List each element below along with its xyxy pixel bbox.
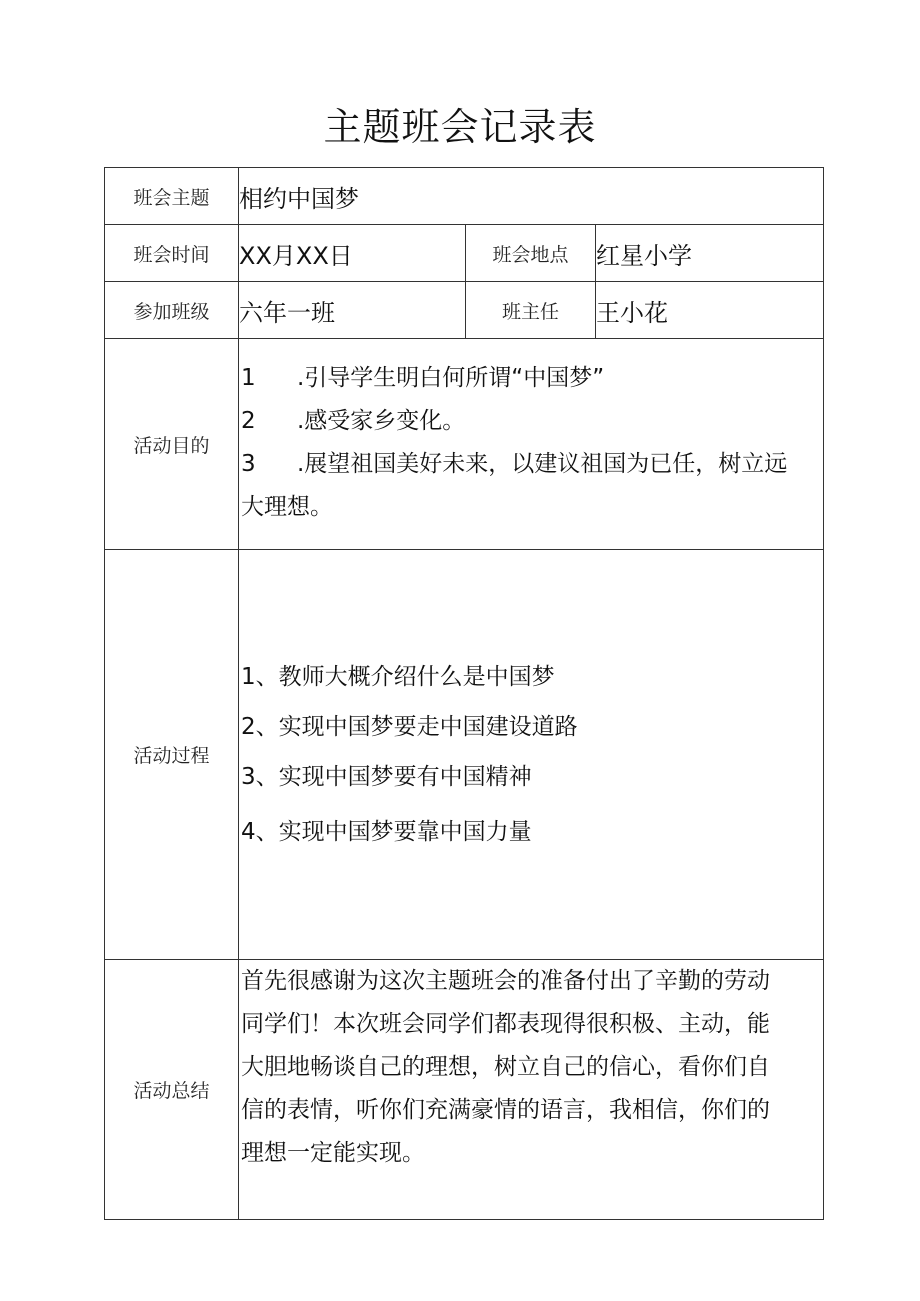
goals-label: 活动目的 [105, 339, 239, 550]
process-content [239, 550, 824, 960]
goals-content [239, 339, 824, 550]
summary-line: 理想一定能实现。 [241, 1140, 425, 1166]
process-step-4: 4、实现中国梦要靠中国力量 [241, 819, 532, 845]
goal-item-2: 2 .感受家乡变化。 [241, 408, 466, 434]
theme-row [105, 168, 824, 225]
goal-item-3-continuation: 大理想。 [241, 494, 333, 520]
summary-label: 活动总结 [105, 960, 239, 1220]
summary-row [105, 960, 824, 1220]
goal-item-1: 1 .引导学生明白何所谓“中国梦” [241, 365, 605, 391]
teacher-value: 王小花 [596, 282, 824, 339]
process-step-2: 2、实现中国梦要走中国建设道路 [241, 714, 578, 740]
time-row [105, 225, 824, 282]
summary-line: 首先很感谢为这次主题班会的准备付出了辛勤的劳动 [241, 968, 770, 994]
summary-line: 大胆地畅谈自己的理想，树立自己的信心，看你们自 [241, 1054, 770, 1080]
goal-item-3: 3 .展望祖国美好未来，以建议祖国为已任，树立远 [241, 451, 788, 477]
class-label: 参加班级 [105, 282, 239, 339]
time-label: 班会时间 [105, 225, 239, 282]
process-row [105, 550, 824, 960]
process-step-3: 3、实现中国梦要有中国精神 [241, 764, 532, 790]
class-value: 六年一班 [239, 282, 466, 339]
process-step-1: 1、教师大概介绍什么是中国梦 [241, 664, 555, 690]
theme-value: 相约中国梦 [239, 168, 824, 225]
theme-label: 班会主题 [105, 168, 239, 225]
page-title: 主题班会记录表 [323, 105, 597, 149]
summary-line: 信的表情，听你们充满豪情的语言，我相信，你们的 [241, 1097, 770, 1123]
time-value: XX月XX日 [239, 225, 466, 282]
record-table [104, 167, 824, 1220]
place-label: 班会地点 [466, 225, 596, 282]
summary-content [239, 960, 824, 1220]
class-row [105, 282, 824, 339]
teacher-label: 班主任 [466, 282, 596, 339]
summary-line: 同学们！本次班会同学们都表现得很积极、主动，能 [241, 1011, 770, 1037]
goals-row [105, 339, 824, 550]
process-label: 活动过程 [105, 550, 239, 960]
place-value: 红星小学 [596, 225, 824, 282]
